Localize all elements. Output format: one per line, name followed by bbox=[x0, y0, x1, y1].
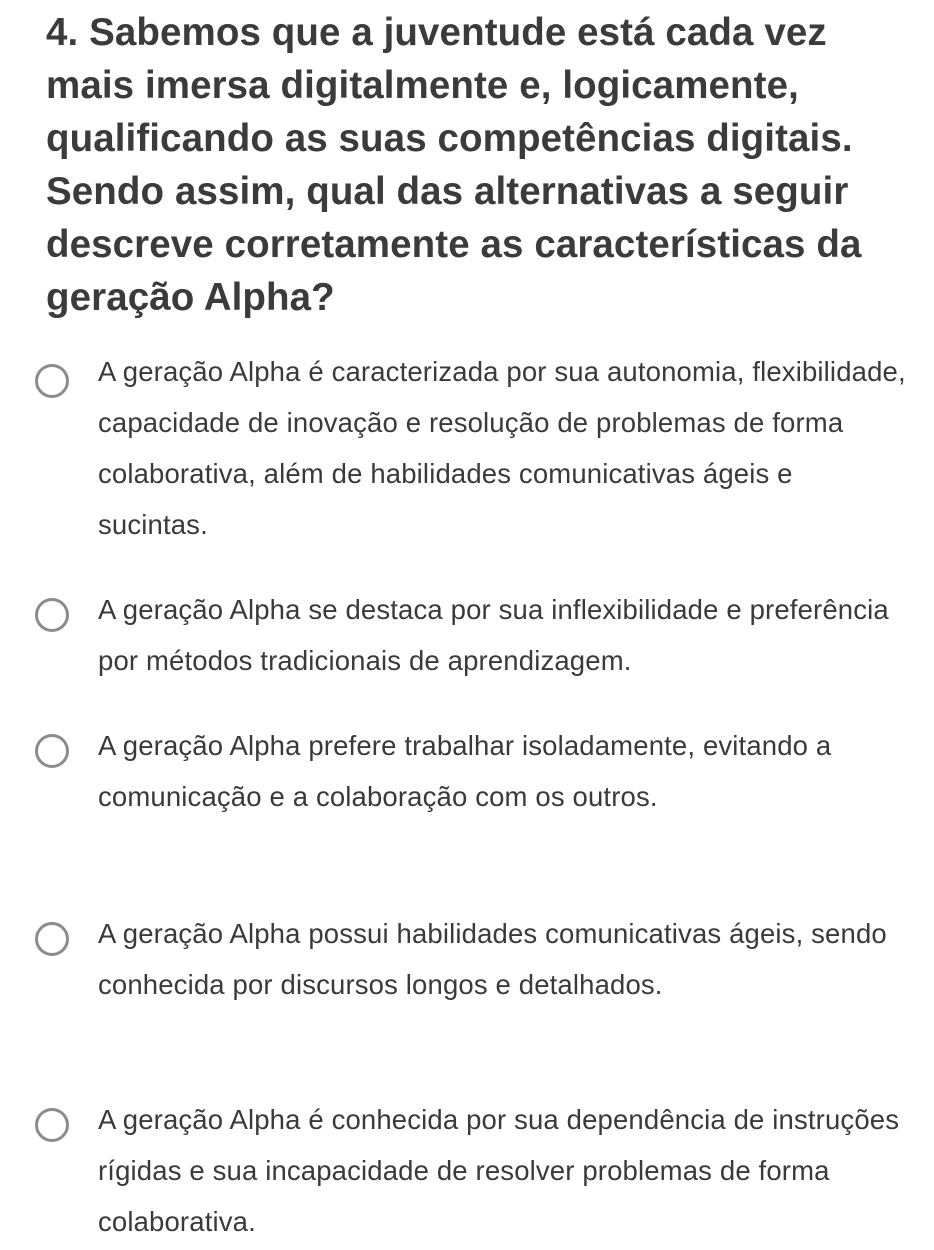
answer-option-5-label: A geração Alpha é conhecida por sua dependência de instruções rígidas e sua incapacidade de resolver problemas de forma colaborativa. bbox=[98, 1104, 900, 1237]
answer-option-3-label: A geração Alpha prefere trabalhar isoladamente, evitando a comunicação e a colaboração com os outros. bbox=[98, 730, 832, 812]
answer-option-2-label: A geração Alpha se destaca por sua inflexibilidade e preferência por métodos tradicionais de aprendizagem. bbox=[98, 594, 889, 676]
question-text: 4. Sabemos que a juventude está cada vez mais imersa digitalmente e, logicamente, qualificando as suas competências digitais. Sendo assim, qual das alternativas a seguir descreve corretamente as características da geração Alpha? bbox=[46, 11, 862, 319]
radio-button-1[interactable] bbox=[35, 364, 69, 398]
answer-option-5[interactable] bbox=[32, 1094, 912, 1247]
answer-option-2[interactable] bbox=[32, 584, 912, 686]
answer-option-1[interactable] bbox=[32, 346, 912, 550]
radio-button-5[interactable] bbox=[35, 1108, 69, 1142]
radio-button-4[interactable] bbox=[35, 922, 69, 956]
answer-option-4-label: A geração Alpha possui habilidades comunicativas ágeis, sendo conhecida por discursos longos e detalhados. bbox=[98, 918, 887, 1000]
answer-option-1-label: A geração Alpha é caracterizada por sua autonomia, flexibilidade, capacidade de inovação e resolução de problemas de forma colaborativa, além de habilidades comunicativas ágeis e sucintas. bbox=[98, 356, 906, 540]
answer-option-4[interactable] bbox=[32, 908, 912, 1061]
radio-button-2[interactable] bbox=[35, 598, 69, 632]
radio-button-3[interactable] bbox=[35, 734, 69, 768]
answer-option-3[interactable] bbox=[32, 720, 912, 873]
